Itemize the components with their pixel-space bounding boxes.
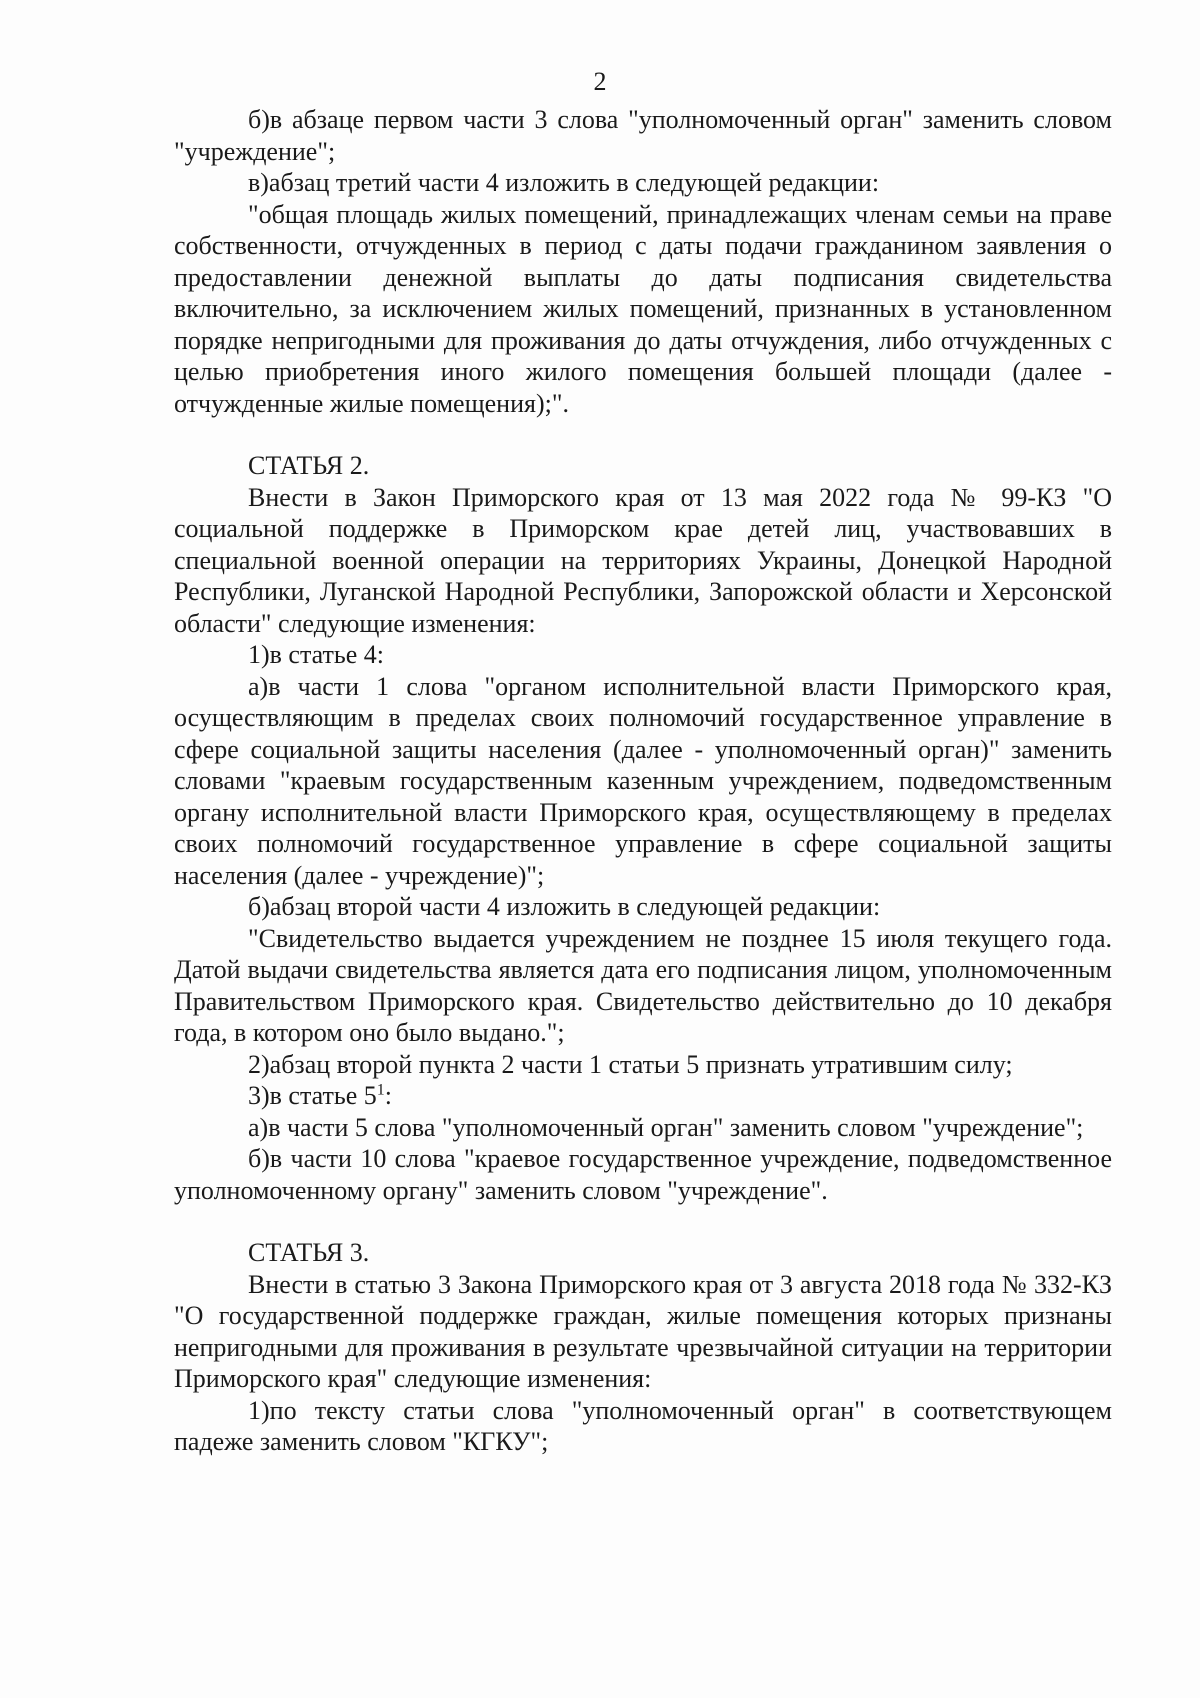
paragraph: а)в части 1 слова "органом исполнительной власти Приморского края, осуществляющим в пределах своих полномочий государственное управление в сфере социальной защиты населения (далее - уполномоченный орган)" заменить словами "краевым государственным казенным учреждением, подведомственным органу исполнительной власти Приморского края, осуществляющему в пределах своих полномочий государственное управление в сфере социальной защиты населения (далее - учреждение)"; bbox=[174, 671, 1112, 890]
article-3-heading: СТАТЬЯ 3. bbox=[248, 1238, 370, 1267]
paragraph-article-5-1 bbox=[174, 1080, 1112, 1112]
document-body bbox=[174, 104, 1112, 1458]
item3-suffix: : bbox=[384, 1081, 393, 1110]
superscript: 1 bbox=[376, 1081, 385, 1099]
article-2-heading: СТАТЬЯ 2. bbox=[248, 451, 370, 480]
paragraph: 1)в статье 4: bbox=[248, 640, 385, 669]
paragraph: а)в части 5 слова "уполномоченный орган" заменить словом "учреждение"; bbox=[248, 1112, 1084, 1142]
paragraph: "общая площадь жилых помещений, принадлежащих членам семьи на праве собственности, отчужденных в период с даты подачи гражданином заявления о предоставлении денежной выплаты до даты подписания свидетельства включительно, за исключением жилых помещений, признанных в установленном порядке непригодными для проживания до даты отчуждения, либо отчужденных с целью приобретения иного жилого помещения большей площади (далее - отчужденные жилые помещения);". bbox=[174, 199, 1112, 418]
paragraph: в)абзац третий части 4 изложить в следующей редакции: bbox=[248, 168, 880, 197]
paragraph: 1)по тексту статьи слова "уполномоченный орган" в соответствующем падеже заменить словом "КГКУ"; bbox=[174, 1395, 1112, 1456]
page-number: 2 bbox=[593, 67, 607, 96]
paragraph: "Свидетельство выдается учреждением не позднее 15 июля текущего года. Датой выдачи свидетельства является дата его подписания лицом, уполномоченным Правительством Приморского края. Свидетельство действительно до 10 декабря года, в котором оно было выдано."; bbox=[174, 923, 1112, 1047]
paragraph: Внести в Закон Приморского края от 13 мая 2022 года № 99-КЗ "О социальной поддержке в Приморском крае детей лиц, участвовавших в специальной военной операции на территориях Украины, Донецкой Народной Республики, Луганской Народной Республики, Запорожской области и Херсонской области" следующие изменения: bbox=[174, 482, 1112, 638]
paragraph: 2)абзац второй пункта 2 части 1 статьи 5 признать утратившим силу; bbox=[248, 1049, 1013, 1079]
paragraph: б)в абзаце первом части 3 слова "уполномоченный орган" заменить словом "учреждение"; bbox=[174, 105, 1112, 166]
paragraph: Внести в статью 3 Закона Приморского края от 3 августа 2018 года № 332-КЗ "О государственной поддержке граждан, жилые помещения которых признаны непригодными для проживания в результате чрезвычайной ситуации на территории Приморского края" следующие изменения: bbox=[174, 1269, 1112, 1393]
paragraph: б)в части 10 слова "краевое государственное учреждение, подведомственное уполномоченному органу" заменить словом "учреждение". bbox=[174, 1144, 1112, 1205]
item3-prefix: 3)в статье 5 bbox=[248, 1081, 377, 1110]
spacer bbox=[174, 419, 1112, 450]
paragraph: б)абзац второй части 4 изложить в следующей редакции: bbox=[248, 892, 881, 921]
spacer bbox=[174, 1206, 1112, 1237]
